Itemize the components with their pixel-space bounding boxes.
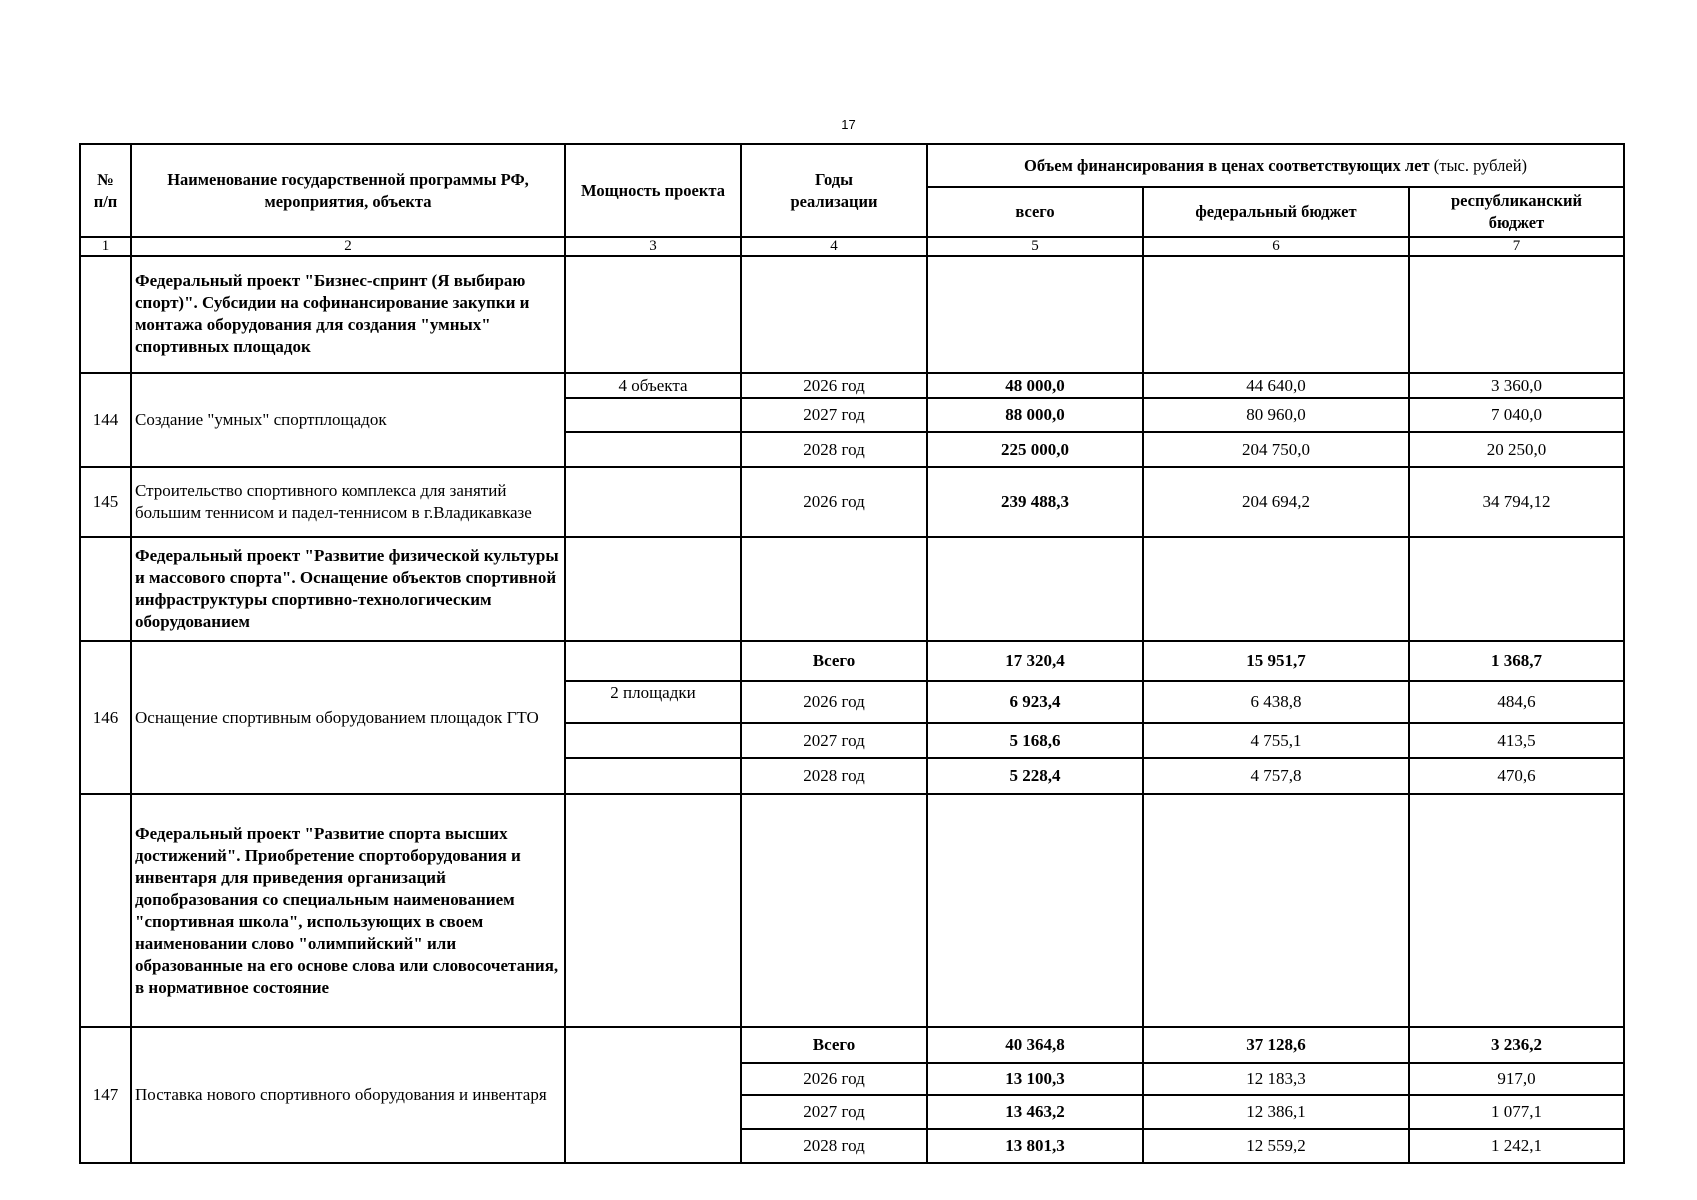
project-title: Федеральный проект "Бизнес-спринт (Я выбираю спорт)". Субсидии на софинансирование закупки и монтажа оборудования для создания "умных" спортивных площадок [131,256,565,373]
federal-cell: 4 755,1 [1143,723,1409,758]
project-title: Федеральный проект "Развитие спорта высших достижений". Приобретение спортоборудования и инвентаря для приведения организаций допобразования со специальным наименованием "спортивная школа", использующих в своем наименовании слово "олимпийский" или образованные на его основе слова или словосочетания, в нормативное состояние [131,794,565,1027]
capacity-cell [565,641,741,681]
header-republican: республиканский бюджет [1409,187,1624,237]
row-name: Поставка нового спортивного оборудования и инвентаря [131,1027,565,1163]
federal-cell: 12 386,1 [1143,1095,1409,1129]
year-cell: Всего [741,1027,927,1063]
republican-cell: 34 794,12 [1409,467,1624,537]
year-cell: 2027 год [741,398,927,432]
table-row [80,373,1624,398]
year-cell: 2026 год [741,373,927,398]
year-cell: Всего [741,641,927,681]
capacity-cell [565,467,741,537]
col-num: 7 [1409,237,1624,256]
year-cell: 2027 год [741,1095,927,1129]
funding-table [79,143,1625,1164]
republican-cell: 484,6 [1409,681,1624,723]
total-cell: 6 923,4 [927,681,1143,723]
row-number: 145 [80,467,131,537]
federal-cell: 12 559,2 [1143,1129,1409,1163]
table-row [80,641,1624,681]
republican-cell: 1 077,1 [1409,1095,1624,1129]
col-num: 1 [80,237,131,256]
year-cell: 2026 год [741,681,927,723]
capacity-cell [565,398,741,432]
table-row [80,467,1624,537]
col-num: 2 [131,237,565,256]
total-cell: 13 801,3 [927,1129,1143,1163]
capacity-cell: 2 площадки [565,681,741,723]
federal-cell: 204 750,0 [1143,432,1409,467]
col-num: 5 [927,237,1143,256]
row-name: Строительство спортивного комплекса для занятий большим теннисом и падел-теннисом в г.Владикавказе [131,467,565,537]
header-federal: федеральный бюджет [1143,187,1409,237]
republican-cell: 7 040,0 [1409,398,1624,432]
header-funding-unit: (тыс. рублей) [1433,155,1528,175]
year-cell: 2028 год [741,1129,927,1163]
republican-cell: 470,6 [1409,758,1624,794]
table-row [80,1027,1624,1063]
total-cell: 13 100,3 [927,1063,1143,1095]
republican-cell: 1 242,1 [1409,1129,1624,1163]
project-heading-row [80,537,1624,641]
row-number: 144 [80,373,131,467]
total-cell: 239 488,3 [927,467,1143,537]
capacity-cell [565,432,741,467]
total-cell: 13 463,2 [927,1095,1143,1129]
header-row-1 [80,144,1624,187]
col-num: 6 [1143,237,1409,256]
col-num: 4 [741,237,927,256]
federal-cell: 80 960,0 [1143,398,1409,432]
header-funding-title: Объем финансирования в ценах соответствующих лет [1023,155,1430,175]
total-cell: 40 364,8 [927,1027,1143,1063]
total-cell: 88 000,0 [927,398,1143,432]
republican-cell: 3 360,0 [1409,373,1624,398]
project-heading-row [80,794,1624,1027]
total-cell: 48 000,0 [927,373,1143,398]
header-name: Наименование государственной программы РФ, мероприятия, объекта [131,144,565,237]
year-cell: 2028 год [741,432,927,467]
header-total: всего [927,187,1143,237]
total-cell: 5 228,4 [927,758,1143,794]
year-cell: 2026 год [741,467,927,537]
row-name: Оснащение спортивным оборудованием площадок ГТО [131,641,565,794]
republican-cell: 20 250,0 [1409,432,1624,467]
total-cell: 225 000,0 [927,432,1143,467]
federal-cell: 4 757,8 [1143,758,1409,794]
republican-cell: 1 368,7 [1409,641,1624,681]
republican-cell: 3 236,2 [1409,1027,1624,1063]
header-years: Годы реализации [741,144,927,237]
year-cell: 2026 год [741,1063,927,1095]
capacity-cell [565,723,741,758]
federal-cell: 6 438,8 [1143,681,1409,723]
year-cell: 2028 год [741,758,927,794]
total-cell: 17 320,4 [927,641,1143,681]
project-heading-row [80,256,1624,373]
total-cell: 5 168,6 [927,723,1143,758]
capacity-cell: 4 объекта [565,373,741,398]
row-number: 147 [80,1027,131,1163]
header-num: № п/п [80,144,131,237]
federal-cell: 15 951,7 [1143,641,1409,681]
header-funding [927,144,1624,187]
row-number: 146 [80,641,131,794]
republican-cell: 413,5 [1409,723,1624,758]
year-cell: 2027 год [741,723,927,758]
federal-cell: 44 640,0 [1143,373,1409,398]
header-capacity: Мощность проекта [565,144,741,237]
column-number-row [80,237,1624,256]
federal-cell: 12 183,3 [1143,1063,1409,1095]
project-title: Федеральный проект "Развитие физической культуры и массового спорта". Оснащение объектов спортивной инфраструктуры спортивно-технологическим оборудованием [131,537,565,641]
federal-cell: 37 128,6 [1143,1027,1409,1063]
capacity-cell [565,1027,741,1163]
row-name: Создание "умных" спортплощадок [131,373,565,467]
col-num: 3 [565,237,741,256]
page-number: 17 [841,117,856,132]
capacity-cell [565,758,741,794]
republican-cell: 917,0 [1409,1063,1624,1095]
federal-cell: 204 694,2 [1143,467,1409,537]
